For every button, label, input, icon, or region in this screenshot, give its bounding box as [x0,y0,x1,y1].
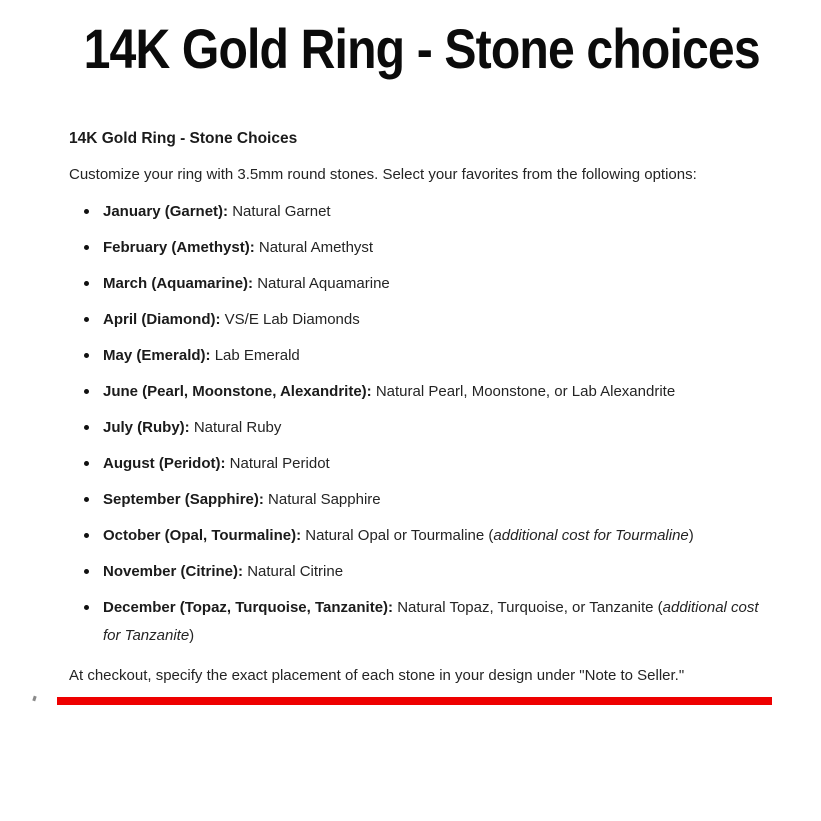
stone-item-label: September (Sapphire): [103,491,264,508]
list-item-june [69,378,780,406]
stone-item-label: March (Aquamarine): [103,275,254,292]
bullet-icon [84,605,89,610]
stone-choices-list [69,198,780,650]
doc-heading: 14K Gold Ring - Stone Choices [69,130,298,147]
bullet-icon [84,353,89,358]
stone-item-label: February (Amethyst): [103,239,255,256]
bullet-icon [84,497,89,502]
bullet-icon [84,281,89,286]
stone-item-label: April (Diamond): [103,311,221,328]
bullet-icon [84,569,89,574]
list-item-july [69,414,780,442]
stone-item-desc: Natural Pearl, Moonstone, or Lab Alexandrite [375,383,676,400]
document-body [69,125,780,690]
bullet-icon [84,461,89,466]
stone-item-label: May (Emerald): [103,347,211,364]
bullet-icon [84,425,89,430]
intro-paragraph: Customize your ring with 3.5mm round stones. Select your favorites from the following options: [69,166,697,183]
bullet-icon [84,209,89,214]
stray-mark [32,696,36,702]
stone-item-label: November (Citrine): [103,563,244,580]
stone-item-desc-end: ) [688,527,694,544]
stone-item-label: July (Ruby): [103,419,190,436]
stone-item-desc: Natural Opal or Tourmaline ( [305,527,494,544]
stone-item-desc-end: ) [189,627,195,644]
stone-item-label: October (Opal, Tourmaline): [103,527,302,544]
stone-item-label: August (Peridot): [103,455,226,472]
list-item-november [69,558,780,586]
list-item-september [69,486,780,514]
list-item-april [69,306,780,334]
bullet-icon [84,317,89,322]
red-underline [57,697,772,705]
checkout-note: At checkout, specify the exact placement of each stone in your design under "Note to Seller." [69,667,685,684]
stone-item-desc: Natural Ruby [193,419,282,436]
stone-item-label: December (Topaz, Turquoise, Tanzanite): [103,599,394,616]
bullet-icon [84,533,89,538]
stone-item-desc: Natural Sapphire [268,491,381,508]
list-item-october [69,522,780,550]
list-item-december [69,594,780,650]
stone-item-desc: Natural Citrine [247,563,344,580]
stone-item-note: additional cost for Tanzanite [103,599,759,644]
list-item-january [69,198,780,226]
list-item-march [69,270,780,298]
stone-item-desc: Natural Topaz, Turquoise, or Tanzanite ( [397,599,663,616]
stone-item-desc: Natural Garnet [232,203,331,220]
stone-item-desc: Natural Peridot [229,455,330,472]
stone-item-label: June (Pearl, Moonstone, Alexandrite): [103,383,372,400]
stone-item-desc: Natural Aquamarine [257,275,390,292]
stone-item-desc: Lab Emerald [214,347,300,364]
page-title: 14K Gold Ring - Stone choices [83,17,760,80]
bullet-icon [84,389,89,394]
list-item-february [69,234,780,262]
bullet-icon [84,245,89,250]
stone-item-label: January (Garnet): [103,203,229,220]
list-item-may [69,342,780,370]
list-item-august [69,450,780,478]
stone-item-desc: Natural Amethyst [258,239,374,256]
stone-item-desc: VS/E Lab Diamonds [224,311,360,328]
stone-item-note: additional cost for Tourmaline [493,527,689,544]
